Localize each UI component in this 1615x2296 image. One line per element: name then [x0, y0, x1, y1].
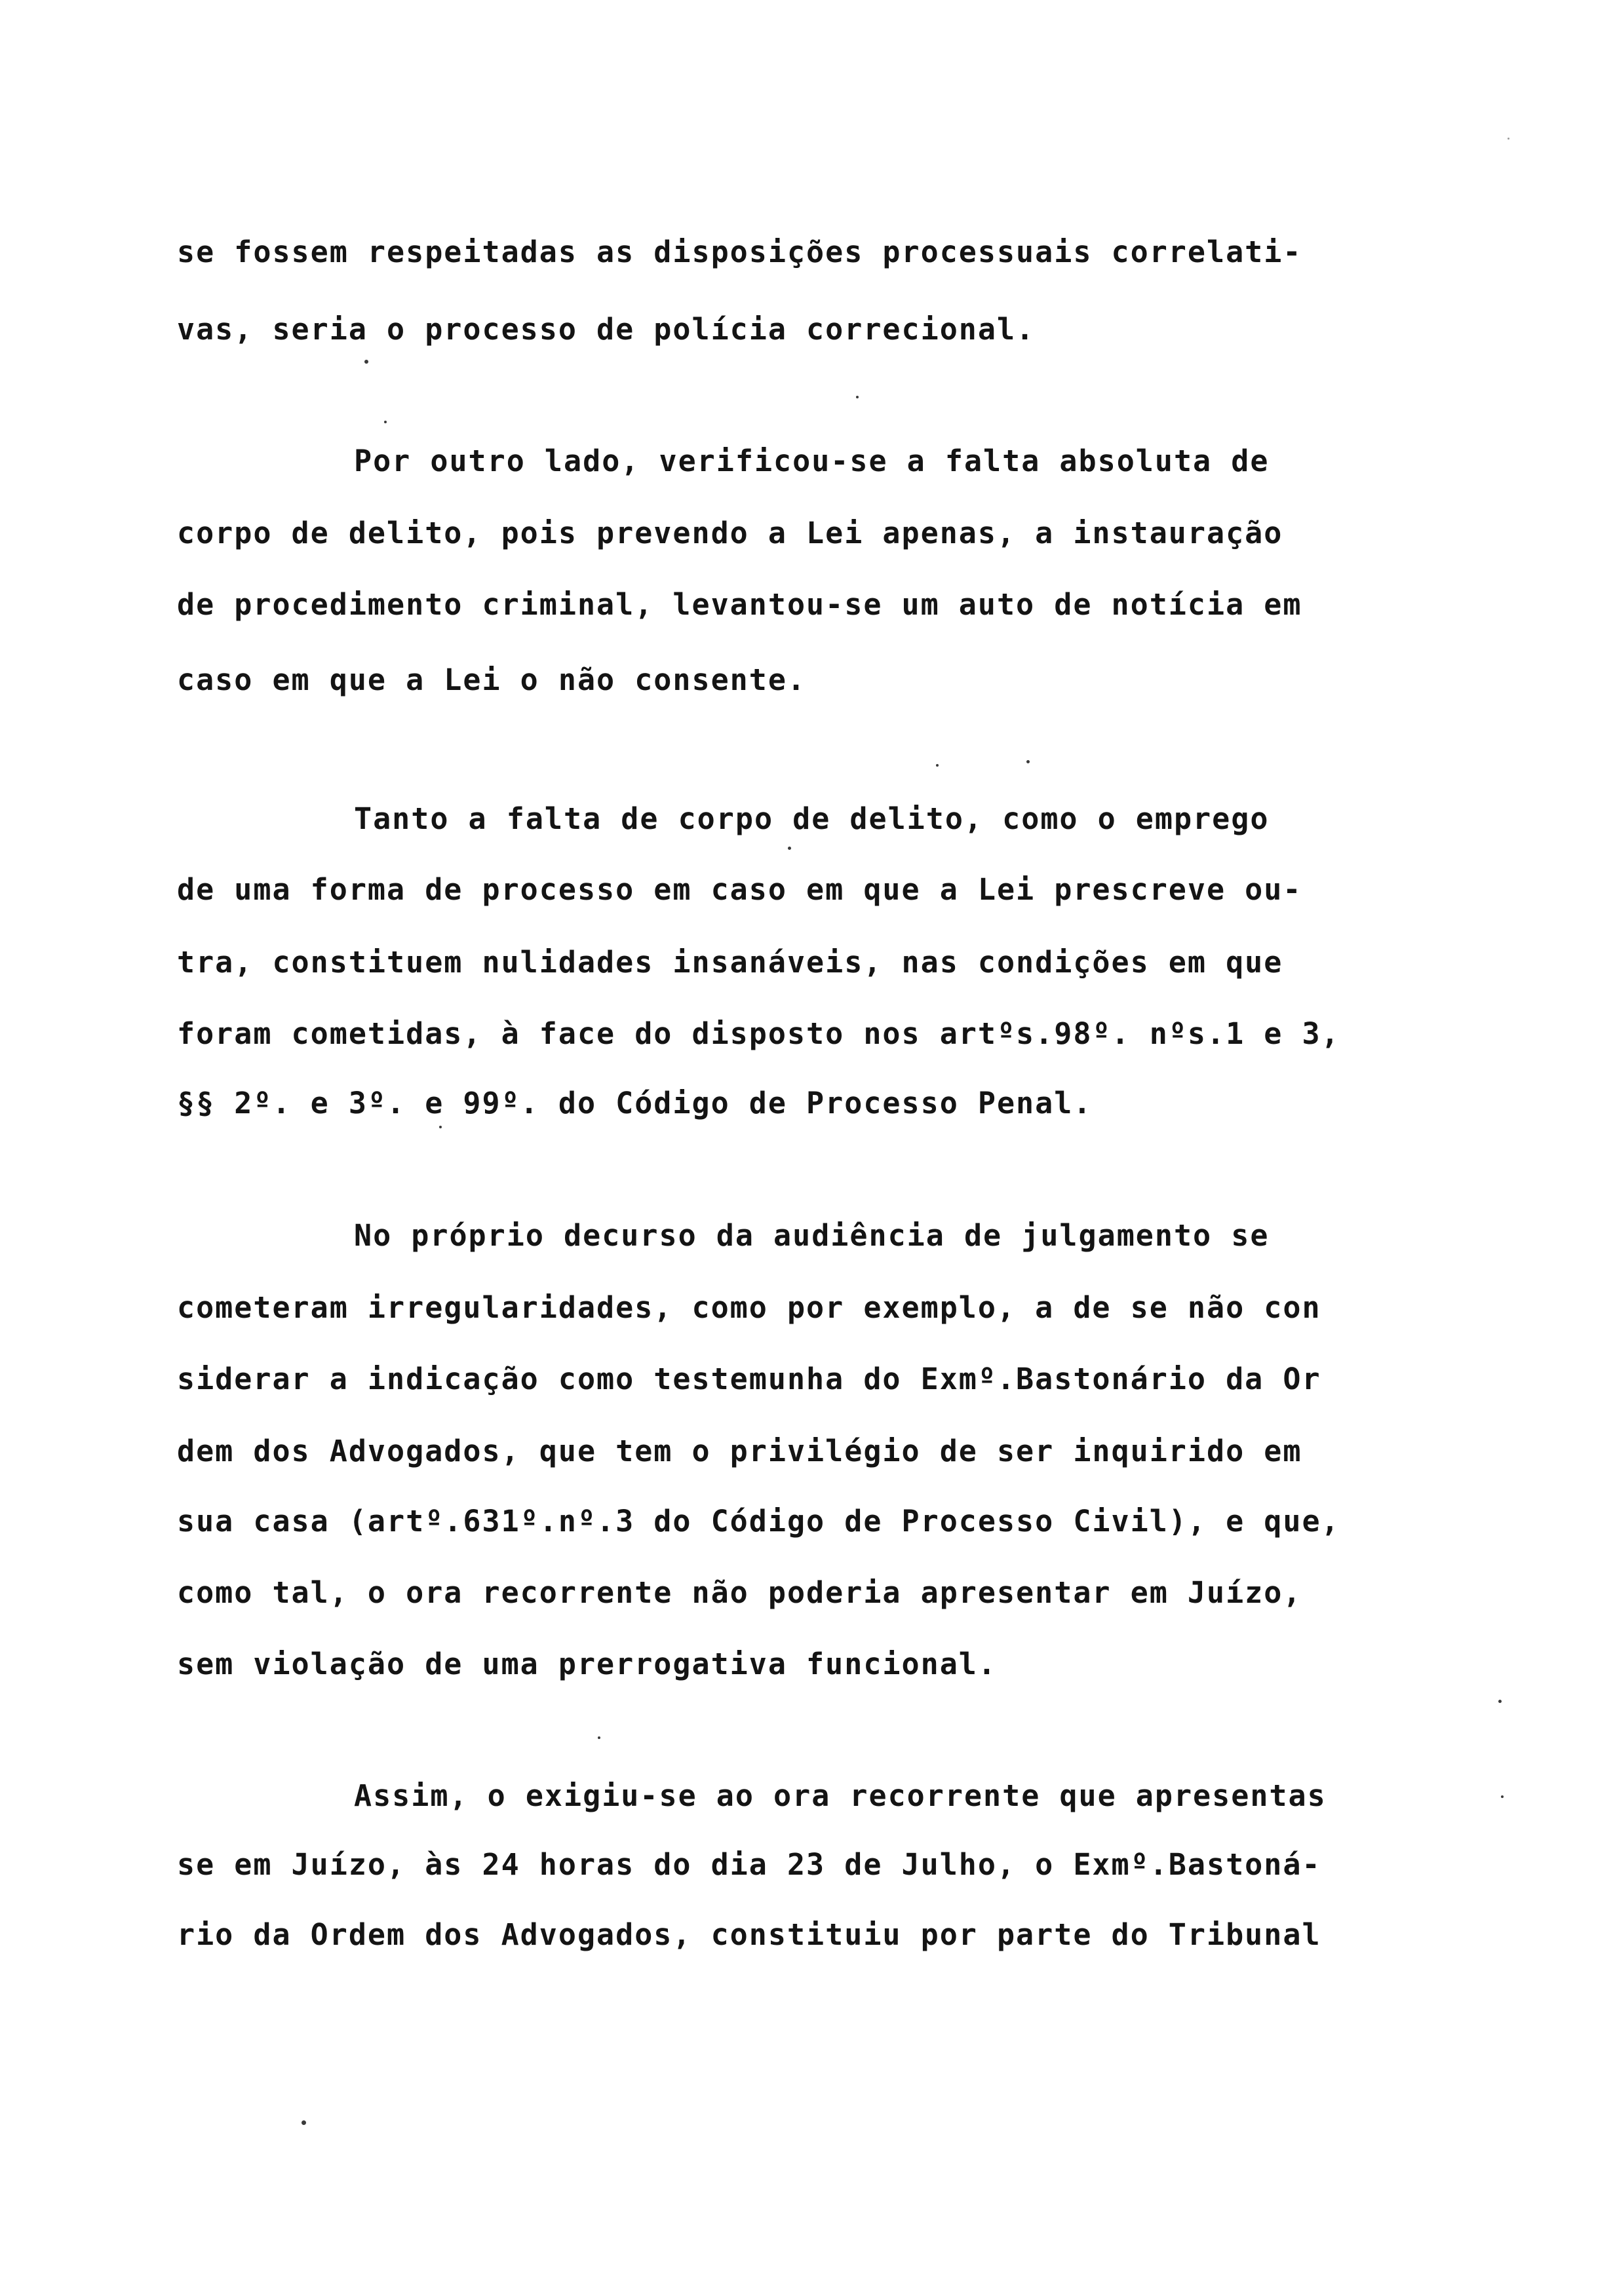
- scan-speck: [1498, 1700, 1502, 1703]
- text-line: dem dos Advogados, que tem o privilégio de ser inquirido em: [177, 1434, 1302, 1468]
- scan-speck: [439, 1126, 442, 1128]
- scan-speck: [384, 421, 387, 423]
- text-line: se em Juízo, às 24 horas do dia 23 de Julho, o Exmº.Bastoná-: [177, 1847, 1321, 1882]
- text-line: rio da Ordem dos Advogados, constituiu por parte do Tribunal: [177, 1917, 1321, 1952]
- text-line: No próprio decurso da audiência de julgamento se: [354, 1218, 1270, 1253]
- scan-speck: [302, 2120, 306, 2125]
- text-line: Por outro lado, verificou-se a falta absoluta de: [354, 444, 1270, 478]
- text-line: foram cometidas, à face do disposto nos artºs.98º. nºs.1 e 3,: [177, 1016, 1340, 1051]
- text-line: Assim, o exigiu-se ao ora recorrente que apresentas: [354, 1778, 1327, 1813]
- text-line: Tanto a falta de corpo de delito, como o emprego: [354, 801, 1270, 836]
- scan-speck: [598, 1736, 600, 1739]
- text-line: se fossem respeitadas as disposições processuais correlati-: [177, 235, 1302, 269]
- text-line: tra, constituem nulidades insanáveis, nas condições em que: [177, 945, 1283, 980]
- text-line: siderar a indicação como testemunha do Exmº.Bastonário da Or: [177, 1362, 1321, 1396]
- scan-speck: [788, 847, 791, 850]
- text-line: §§ 2º. e 3º. e 99º. do Código de Processo Penal.: [177, 1086, 1093, 1120]
- text-line: sem violação de uma prerrogativa funcional.: [177, 1647, 997, 1681]
- scan-speck: [364, 360, 368, 364]
- text-line: como tal, o ora recorrente não poderia apresentar em Juízo,: [177, 1575, 1302, 1610]
- scan-speck: [1026, 760, 1030, 763]
- scan-speck: [856, 396, 859, 398]
- text-line: cometeram irregularidades, como por exemplo, a de se não con: [177, 1290, 1321, 1325]
- text-line: de uma forma de processo em caso em que a Lei prescreve ou-: [177, 872, 1302, 907]
- scan-speck: [1501, 1795, 1504, 1798]
- text-line: vas, seria o processo de polícia correcional.: [177, 312, 1036, 347]
- scan-speck: [936, 764, 939, 767]
- text-line: caso em que a Lei o não consente.: [177, 662, 807, 697]
- scan-speck: [1508, 138, 1509, 140]
- text-line: de procedimento criminal, levantou-se um auto de notícia em: [177, 587, 1302, 622]
- text-line: corpo de delito, pois prevendo a Lei apenas, a instauração: [177, 516, 1283, 550]
- text-line: sua casa (artº.631º.nº.3 do Código de Processo Civil), e que,: [177, 1504, 1340, 1539]
